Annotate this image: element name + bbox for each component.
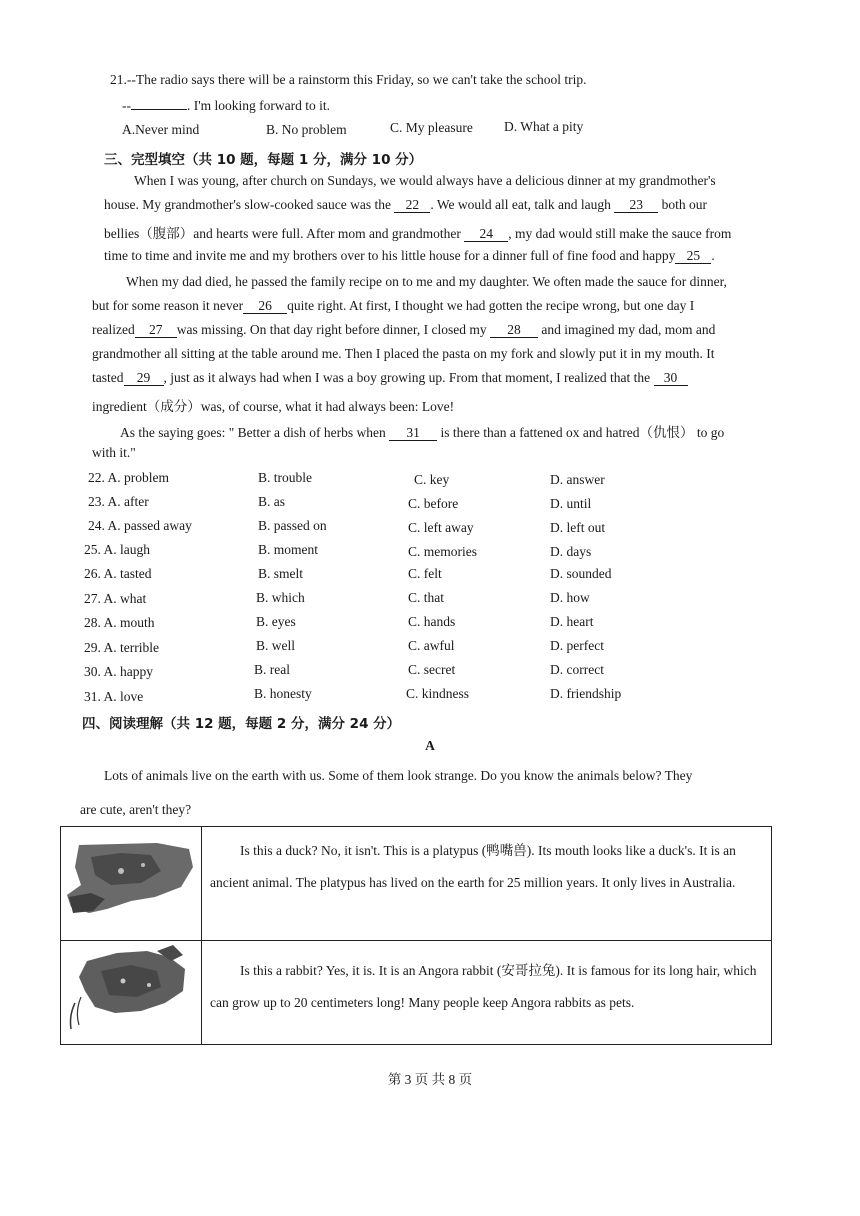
choice-26-a: 26. A. tasted xyxy=(84,566,152,581)
choice-26-d: D. sounded xyxy=(550,566,612,581)
blank-30: 30 xyxy=(654,371,688,386)
choice-28-a: 28. A. mouth xyxy=(84,615,155,630)
choice-31-d: D. friendship xyxy=(550,686,622,701)
rabbit-description-cell xyxy=(202,941,772,1045)
q21-answer-line xyxy=(122,98,330,114)
rabbit-description: Is this a rabbit? Yes, it is. It is an Angora rabbit (安哥拉兔). It is famous for its long hair, which can grow up to 20 centimeters long! Many people keep Angora rabbits as pets. xyxy=(210,963,757,1010)
choice-23-b: B. as xyxy=(258,494,285,509)
choice-28-b: B. eyes xyxy=(256,614,296,629)
page-footer: 第 3 页 共 8 页 xyxy=(387,1072,473,1087)
passage-text: with it." xyxy=(92,445,136,460)
animals-table xyxy=(60,826,772,1045)
choice-25-a: 25. A. laugh xyxy=(84,542,150,557)
q21-option-a: A.Never mind xyxy=(122,122,200,137)
platypus-description: Is this a duck? No, it isn't. This is a platypus (鸭嘴兽). Its mouth looks like a duck's. It is an ancient animal. The platypus has lived on the earth for 25 million years. It only lives in Australia. xyxy=(210,843,736,890)
passage-line xyxy=(104,197,707,213)
passage-text: grandmother all sitting at the table around me. Then I placed the pasta on my fork and slowly put it in my mouth. It xyxy=(92,346,715,361)
choice-23-d: D. until xyxy=(550,496,592,511)
passage-text: realized xyxy=(92,322,135,337)
q21-option-d: D. What a pity xyxy=(504,119,584,134)
blank-25: 25 xyxy=(675,249,711,264)
angora-rabbit-image xyxy=(61,941,197,1041)
choice-27-d: D. how xyxy=(550,590,590,605)
blank-26: 26 xyxy=(243,299,287,314)
choice-28-d: D. heart xyxy=(550,614,594,629)
blank-27: 27 xyxy=(135,323,177,338)
passage-line xyxy=(92,395,454,415)
q21-answer-suffix: . I'm looking forward to it. xyxy=(187,98,331,113)
choice-30-a: 30. A. happy xyxy=(84,664,153,679)
choice-28-c: C. hands xyxy=(408,614,456,629)
choice-31-a: 31. A. love xyxy=(84,689,144,704)
reading-intro-line2: are cute, aren't they? xyxy=(80,802,192,817)
passage-text: When my dad died, he passed the family recipe on to me and my daughter. We often made the sauce for dinner, xyxy=(126,274,727,289)
choice-23-c: C. before xyxy=(408,496,459,511)
table-row xyxy=(61,827,772,941)
passage-line xyxy=(92,322,715,338)
table-row xyxy=(61,941,772,1045)
choice-24-c: C. left away xyxy=(408,520,474,535)
passage-text: . We would all eat, talk and laugh xyxy=(430,197,615,212)
blank-22: 22 xyxy=(394,198,430,213)
choice-31-b: B. honesty xyxy=(254,686,312,701)
choice-24-d: D. left out xyxy=(550,520,606,535)
passage-line xyxy=(92,445,136,461)
q21-blank xyxy=(131,109,187,110)
passage-text: When I was young, after church on Sundays, we would always have a delicious dinner at my grandmother's xyxy=(134,173,716,188)
choice-25-c: C. memories xyxy=(408,544,477,559)
choice-27-b: B. which xyxy=(256,590,305,605)
passage-text: bellies（腹部）and hearts were full. After mom and grandmother xyxy=(104,226,465,241)
passage-text: . xyxy=(711,248,715,263)
q21-answer-prefix: -- xyxy=(122,98,131,113)
choice-24-a: 24. A. passed away xyxy=(88,518,192,533)
choice-30-c: C. secret xyxy=(408,662,456,677)
passage-line xyxy=(104,248,715,264)
platypus-image xyxy=(61,827,197,937)
choice-25-b: B. moment xyxy=(258,542,318,557)
choice-29-d: D. perfect xyxy=(550,638,604,653)
passage-text: quite right. At first, I thought we had gotten the recipe wrong, but one day I xyxy=(287,298,695,313)
choice-26-c: C. felt xyxy=(408,566,442,581)
choice-30-b: B. real xyxy=(254,662,290,677)
passage-line xyxy=(92,370,688,386)
passage-text: , my dad would still make the sauce from xyxy=(508,226,732,241)
choice-22-a: 22. A. problem xyxy=(88,470,169,485)
passage-label: A xyxy=(425,738,435,753)
passage-text: but for some reason it never xyxy=(92,298,244,313)
passage-text: ingredient（成分）was, of course, what it had always been: Love! xyxy=(92,399,455,414)
choice-22-b: B. trouble xyxy=(258,470,312,485)
passage-line xyxy=(92,346,715,362)
passage-text: both our xyxy=(658,197,707,212)
passage-text: As the saying goes: " Better a dish of herbs when xyxy=(120,425,390,440)
choice-23-a: 23. A. after xyxy=(88,494,149,509)
passage-line xyxy=(134,173,716,189)
platypus-description-cell xyxy=(202,827,772,941)
passage-text: is there than a fattened ox and hatred（仇恨） to go xyxy=(437,425,725,440)
choice-29-c: C. awful xyxy=(408,638,455,653)
blank-29: 29 xyxy=(124,371,164,386)
passage-line xyxy=(126,274,727,290)
passage-line xyxy=(120,421,724,441)
q21-option-c: C. My pleasure xyxy=(390,120,473,135)
choice-29-a: 29. A. terrible xyxy=(84,640,159,655)
choice-22-c: C. key xyxy=(414,472,450,487)
blank-28: 28 xyxy=(490,323,538,338)
choice-25-d: D. days xyxy=(550,544,592,559)
section4-title: 四、阅读理解（共 12 题，每题 2 分，满分 24 分） xyxy=(82,716,401,732)
choice-31-c: C. kindness xyxy=(406,686,470,701)
q21-option-b: B. No problem xyxy=(266,122,347,137)
passage-text: tasted xyxy=(92,370,124,385)
blank-31: 31 xyxy=(389,426,437,441)
rabbit-image-cell xyxy=(61,941,202,1045)
choice-27-a: 27. A. what xyxy=(84,591,147,606)
section3-title: 三、完型填空（共 10 题，每题 1 分，满分 10 分） xyxy=(104,152,423,168)
passage-line xyxy=(92,298,694,314)
reading-intro-line1: Lots of animals live on the earth with us. Some of them look strange. Do you know the animals below? They xyxy=(104,768,693,783)
passage-text: time to time and invite me and my brothers over to his little house for a dinner full of fine food and happy xyxy=(104,248,676,263)
choice-26-b: B. smelt xyxy=(258,566,304,581)
q21-question: 21.--The radio says there will be a rainstorm this Friday, so we can't take the school trip. xyxy=(110,72,587,87)
blank-23: 23 xyxy=(614,198,658,213)
blank-24: 24 xyxy=(464,227,508,242)
choice-22-d: D. answer xyxy=(550,472,605,487)
choice-29-b: B. well xyxy=(256,638,295,653)
passage-text: and imagined my dad, mom and xyxy=(538,322,716,337)
choice-30-d: D. correct xyxy=(550,662,604,677)
passage-text: , just as it always had when I was a boy growing up. From that moment, I realized that the xyxy=(163,370,654,385)
passage-line xyxy=(104,222,731,242)
choice-27-c: C. that xyxy=(408,590,444,605)
platypus-image-cell xyxy=(61,827,202,941)
passage-text: was missing. On that day right before dinner, I closed my xyxy=(176,322,490,337)
choice-24-b: B. passed on xyxy=(258,518,327,533)
passage-text: house. My grandmother's slow-cooked sauce was the xyxy=(104,197,395,212)
